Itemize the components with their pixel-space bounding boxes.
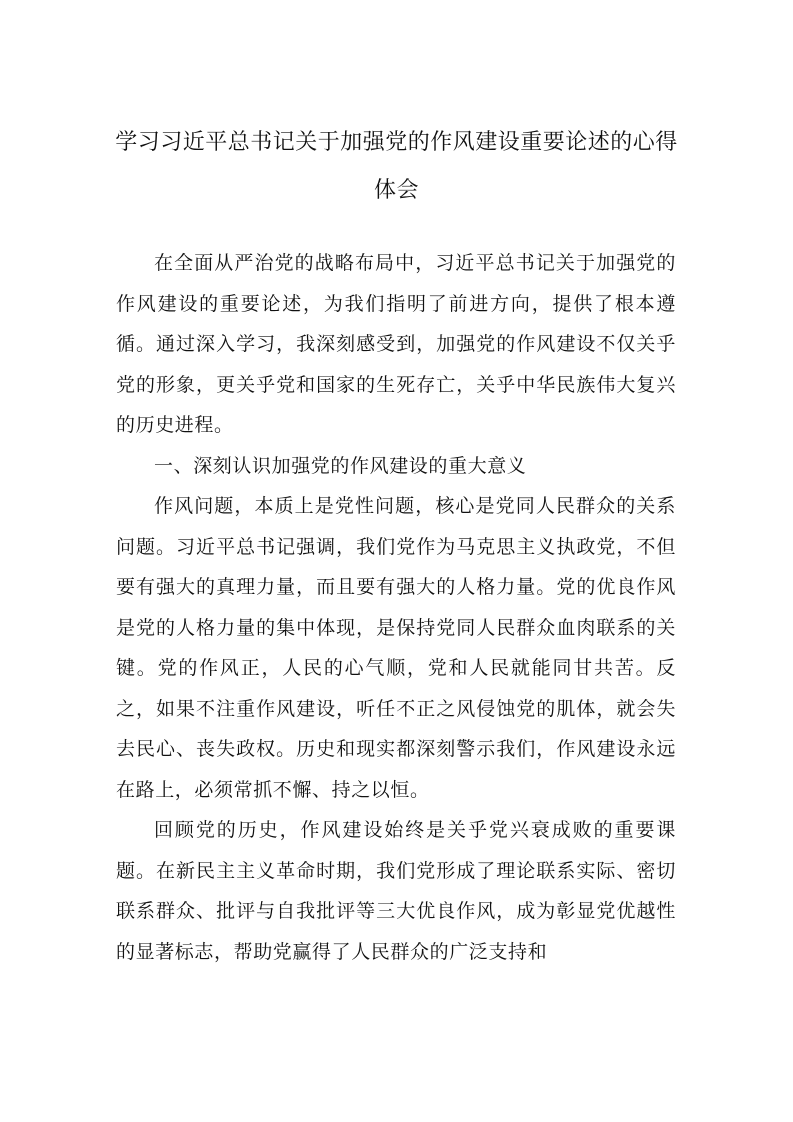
- document-body: [116, 243, 676, 972]
- paragraph-intro: 在全面从严治党的战略布局中，习近平总书记关于加强党的作风建设的重要论述，为我们指明了前进方向，提供了根本遵循。通过深入学习，我深刻感受到，加强党的作风建设不仅关乎党的形象，更关乎党和国家的生死存亡，关乎中华民族伟大复兴的历史进程。: [116, 252, 676, 436]
- paragraph-significance: 作风问题，本质上是党性问题，核心是党同人民群众的关系问题。习近平总书记强调，我们党作为马克思主义执政党，不但要有强大的真理力量，而且要有强大的人格力量。党的优良作风是党的人格力量的集中体现，是保持党同人民群众血肉联系的关键。党的作风正，人民的心气顺，党和人民就能同甘共苦。反之，如果不注重作风建设，听任不正之风侵蚀党的肌体，就会失去民心、丧失政权。历史和现实都深刻警示我们，作风建设永远在路上，必须常抓不懈、持之以恒。: [116, 495, 676, 801]
- section-heading-1: 一、深刻认识加强党的作风建设的重大意义: [154, 454, 527, 477]
- paragraph-history: 回顾党的历史，作风建设始终是关乎党兴衰成败的重要课题。在新民主主义革命时期，我们党形成了理论联系实际、密切联系群众、批评与自我批评等三大优良作风，成为彰显党优越性的显著标志，帮助党赢得了人民群众的广泛支持和: [116, 819, 676, 963]
- document-title-continued: 体会: [373, 178, 419, 203]
- document-title: 学习习近平总书记关于加强党的作风建设重要论述的心得: [115, 130, 678, 155]
